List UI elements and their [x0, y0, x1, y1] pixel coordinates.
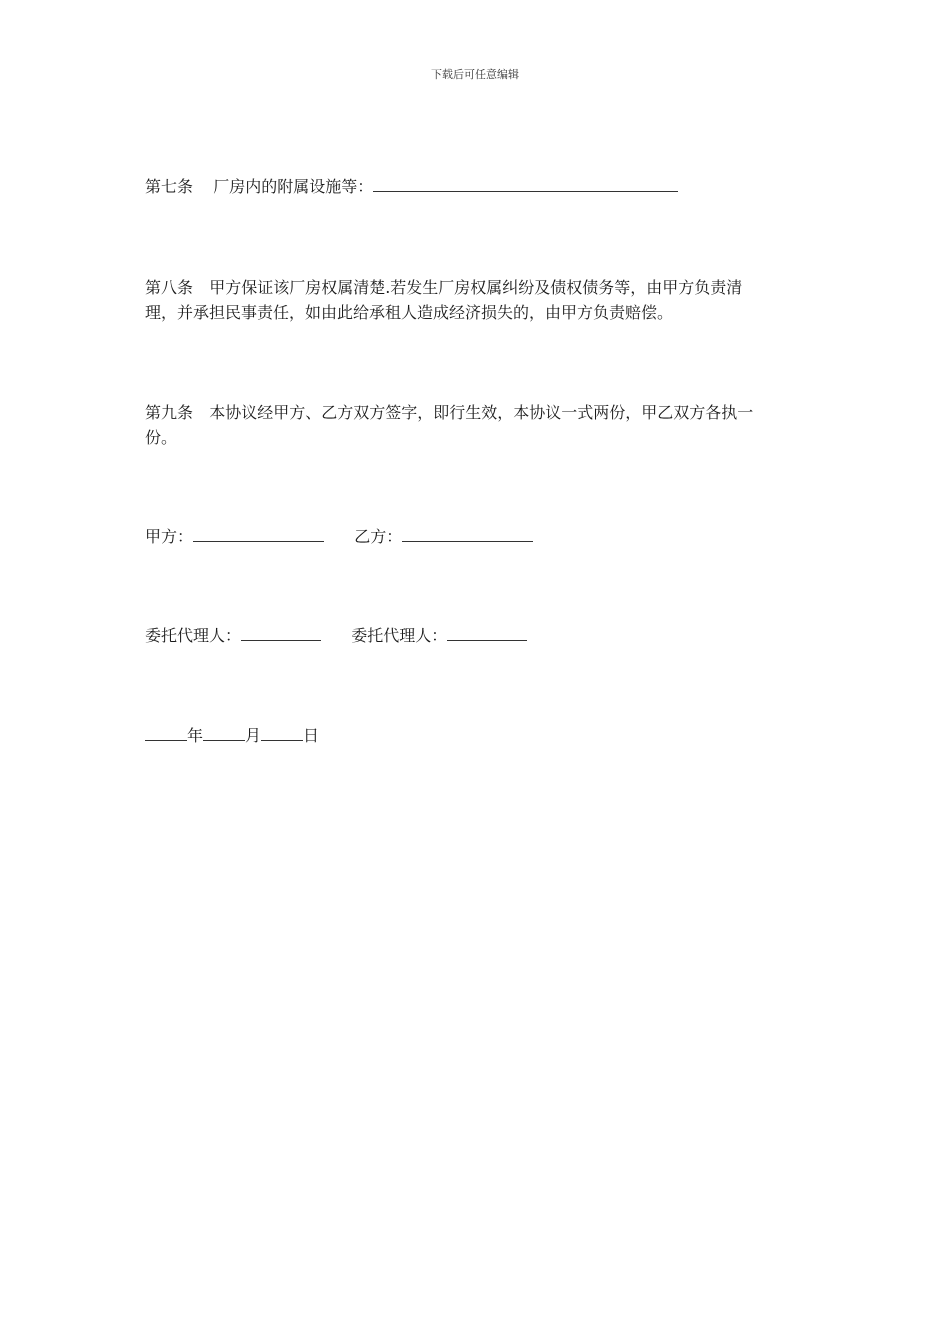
page-header-note: 下载后可任意编辑	[431, 68, 519, 81]
article-7-text: 厂房内的附属设施等：	[213, 177, 374, 196]
attached-facilities-blank[interactable]	[373, 177, 678, 192]
agent-b-label: 委托代理人：	[351, 626, 448, 645]
day-label: 日	[303, 726, 320, 745]
month-blank[interactable]	[203, 726, 245, 741]
article-8-line-1: 甲方保证该厂房权属清楚.若发生厂房权属纠纷及债权债务等，由甲方负责清	[209, 278, 743, 297]
article-9-label: 第九条	[145, 403, 194, 422]
article-8-label: 第八条	[145, 278, 194, 297]
article-8-line-2: 理，并承担民事责任，如由此给承租人造成经济损失的，由甲方负责赔偿。	[145, 303, 674, 322]
date-line	[145, 723, 810, 748]
party-a-signature-blank[interactable]	[193, 527, 324, 542]
article-8	[145, 275, 810, 325]
party-b-signature-blank[interactable]	[402, 527, 533, 542]
month-label: 月	[245, 726, 262, 745]
agent-a-signature-blank[interactable]	[241, 626, 321, 641]
article-9-line-1: 本协议经甲方、乙方双方签字，即行生效，本协议一式两份，甲乙双方各执一	[209, 403, 754, 422]
agent-a-label: 委托代理人：	[145, 626, 242, 645]
article-9-line-2: 份。	[145, 428, 178, 447]
agent-b-signature-blank[interactable]	[447, 626, 527, 641]
party-a-label: 甲方：	[145, 527, 194, 546]
party-signature-line	[145, 524, 810, 549]
article-7	[145, 174, 810, 199]
party-b-label: 乙方：	[354, 527, 403, 546]
article-9	[145, 400, 810, 450]
year-label: 年	[187, 726, 204, 745]
day-blank[interactable]	[261, 726, 303, 741]
article-7-label: 第七条	[145, 177, 194, 196]
agent-signature-line	[145, 623, 810, 648]
year-blank[interactable]	[145, 726, 187, 741]
